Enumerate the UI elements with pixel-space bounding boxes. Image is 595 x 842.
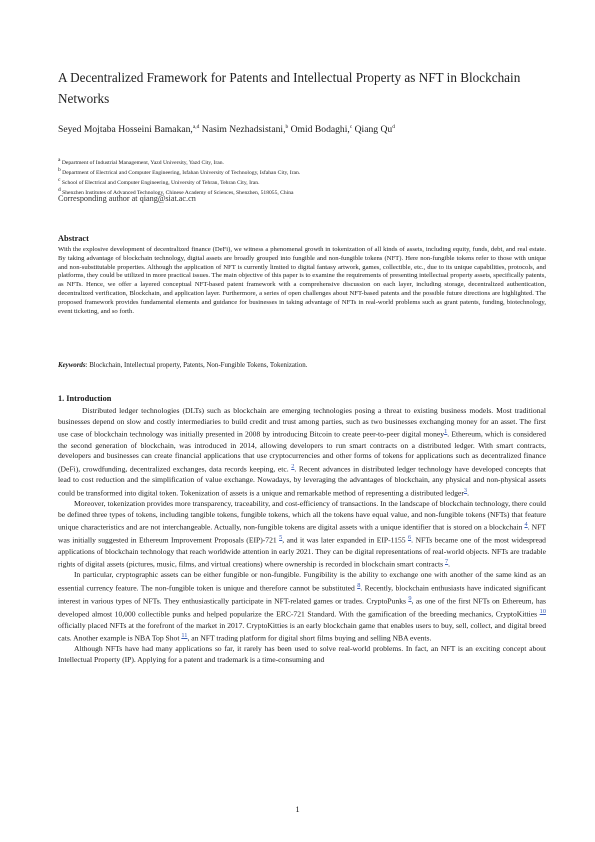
affiliation-text: Department of Industrial Management, Yazd University, Yazd City, Iran. — [60, 159, 224, 166]
citation-link[interactable]: 4 — [524, 521, 528, 529]
citation-link[interactable]: 2 — [291, 462, 295, 470]
body-paragraph — [58, 499, 546, 571]
paper-title: A Decentralized Framework for Patents and Intellectual Property as NFT in Blockchain Networks — [58, 70, 521, 106]
author-affiliation-mark: b — [285, 124, 289, 130]
page-number: 1 — [295, 804, 300, 814]
citation-link[interactable]: 11 — [181, 632, 188, 640]
abstract-heading: Abstract — [58, 234, 89, 243]
author-name: Omid Bodaghi, — [288, 124, 350, 136]
citation-link[interactable]: 1 — [444, 428, 448, 436]
paragraph-text: , and it was later expanded in EIP-1155 — [282, 535, 408, 545]
paragraph-text: . — [448, 559, 451, 569]
affiliation-mark: c — [58, 177, 61, 183]
keywords — [58, 362, 546, 369]
paragraph-text: . — [467, 488, 469, 498]
paragraph-text: . Ethereum, which is considered the second generation of blockchain, was introduced in 2014, allowing developers to run smart contracts on a distributed ledger. With smart contracts, developers and businesses can create financial applications that use cryptocurrencies and other forms of tokens for applications such as decentralized finance (DeFi), crowdfunding, decentralized exchanges, data records keeping, etc. — [58, 429, 546, 474]
author-affiliation-mark: a,d — [192, 124, 200, 130]
author-name: Nasim Nezhadsistani, — [199, 124, 286, 136]
citation-link[interactable]: 5 — [279, 534, 283, 542]
citation-link[interactable]: 9 — [408, 595, 412, 603]
abstract-text: With the explosive development of decentralized finance (DeFi), we witness a phenomenal growth in tokenization of all kinds of assets, including equity, funds, debt, and real estate. By taking advantage of blockchain technology, digital assets are broadly grouped into fungible and non-fungible tokens (NFT). Here non-fungible tokens refer to those with unique and non-substitutable properties. Although the application of NFT is currently limited to digital fantasy artwork, games, collectible, etc., due to its unique capabilities, protocols, and platforms, they could be utilized in more practical issues. The main objective of this paper is to examine the requirements of presenting intellectual property assets, specifically patents, as NFTs. Hence, we offer a layered conceptual NFT-based patent framework with a comprehensive discussion on each layer, including storage, decentralized authentication, decentralized verification, Blockchain, and application layer. Furthermore, a series of open challenges about NFT-based patents and the possible future directions are highlighted. The proposed framework provides fundamental elements and guidance for businesses in taking advantage of NFTs in real-world problems such as grant patents, funding, biotechnology, event ticketing, and so forth. — [58, 246, 546, 315]
author-list — [58, 124, 538, 135]
paragraph-text: . NFT was initially suggested in Ethereum Improvement Proposals (EIP)-721 — [58, 522, 546, 545]
paragraph-text: . NFTs became one of the most widespread applications of blockchain technology that reach worldwide attention in early 2021. They can be digital representations of real-world objects. NFTs are tradable rights of digital assets (pictures, music, films, and virtual creations) where ownership is recorded in blockchain smart contracts — [58, 535, 546, 569]
body-paragraph — [58, 406, 546, 499]
author-name: Qiang Qu — [352, 124, 393, 136]
affiliation-mark: b — [58, 167, 61, 173]
paragraph-text: . Recently, blockchain enthusiasts have indicated significant interest in various types of NFTs. They enthusiastically participate in NFT-related games or trades. CryptoPunks — [58, 583, 546, 606]
introduction-body — [58, 406, 546, 666]
keywords-label: Keywords — [58, 362, 86, 369]
body-paragraph — [58, 570, 546, 644]
citation-link[interactable]: 10 — [539, 608, 546, 616]
paragraph-text: , an NFT trading platform for digital short films buying and selling NBA events. — [187, 633, 432, 643]
author-affiliation-mark: c — [349, 124, 353, 130]
keywords-list: : Blockchain, Intellectual property, Patents, Non-Fungible Tokens, Tokenization. — [85, 362, 308, 369]
paragraph-text: . Recent advances in distributed ledger technology have developed concepts that lead to cost reduction and the simplification of value exchange. Nowadays, by leveraging the advantages of blockchain, any physical and non-physical assets could be transformed into digital token. Tokenization of assets is a unique and remarkable method of representing a distributed ledger — [58, 464, 546, 498]
affiliation-mark: d — [58, 187, 61, 193]
citation-link[interactable]: 3 — [463, 486, 468, 494]
paragraph-text: Distributed ledger technologies (DLTs) such as blockchain are emerging technologies posing a threat to existing business models. Most traditional businesses depend on slow and costly intermediaries to build credit and trust among parties, such as two businesses exchanging money for an asset. The first use case of blockchain technology was initially presented in 2008 by introducing Bitcoin to create peer-to-peer digital money — [58, 406, 546, 439]
author-name: Seyed Mojtaba Hosseini Bamakan, — [58, 124, 193, 136]
affiliation-text: Department of Electrical and Computer Engineering, Isfahan University of Technology, Isfahan City, Iran. — [60, 169, 301, 176]
paragraph-text: , as one of the first NFTs on Ethereum, has developed almost 10,000 collectible punks and helped popularize the ERC-721 Standard. With the gamification of the breeding mechanics, CryptoKitties — [58, 596, 546, 619]
citation-link[interactable]: 7 — [444, 558, 449, 566]
affiliation-text: Shenzhen Institutes of Advanced Technology, Chinese Academy of Sciences, Shenzhen, 518055, China — [60, 189, 294, 196]
affiliation-mark: a — [58, 157, 61, 163]
author-affiliation-mark: d — [392, 124, 395, 130]
paragraph-text: Although NFTs have had many applications so far, it rarely has been used to solve real-world problems. In fact, an NFT is an exciting concept about Intellectual Property (IP). Applying for a patent and trademark is a time-consuming and — [58, 644, 546, 665]
citation-link[interactable]: 8 — [357, 582, 361, 590]
paragraph-text: Moreover, tokenization provides more transparency, traceability, and cost-efficiency of transactions. In the landscape of blockchain technology, there could be defined three types of tokens, including tangible tokens, fungible tokens, which all the tokens have equal value, and non-fungible tokens (NFTs) that feature unique characteristics and are not interchangeable. Actually, non-fungible tokens are digital assets with a unique identifier that is stored on a blockchain — [58, 498, 546, 532]
citation-link[interactable]: 6 — [407, 534, 412, 542]
section-heading-introduction: 1. Introduction — [58, 394, 112, 403]
body-paragraph — [58, 644, 546, 665]
corresponding-author: Corresponding author at qiang@siat.ac.cn — [58, 194, 196, 203]
paragraph-text: officially placed NFTs at the forefront of the market in 2017. CryptoKitties is an early blockchain game that enables users to buy, sell, collect, and digital breed cats. Another example is NBA Top Shot — [58, 620, 546, 643]
affiliation-text: School of Electrical and Computer Engineering, University of Tehran, Tehran City, Iran. — [60, 179, 260, 186]
paragraph-text: In particular, cryptographic assets can be either fungible or non-fungible. Fungibility is the ability to exchange one with another of the same kind as an essential currency feature. The non-fungible token is unique and therefore cannot be substituted — [58, 570, 546, 593]
